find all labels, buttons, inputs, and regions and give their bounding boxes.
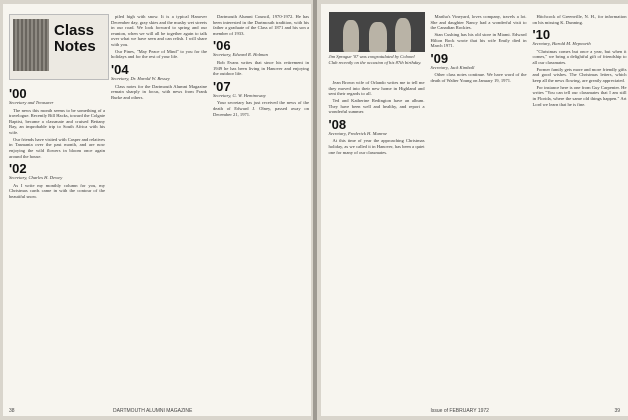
left-page [3, 4, 311, 416]
right-column-2 [431, 14, 527, 85]
note-paragraph: As I write my monthly column for you, my Christmas cards came in with the contour of the beautiful snow. [9, 182, 105, 199]
note-paragraph: Hitchcock of Greenville, N. H., for information on his missing K. Dunning. [532, 14, 627, 25]
note-paragraph: Our friends have visited with Casper and relatives in Tasmania over the past month, and are now enjoying the wild flowers in bloom once again around the house. [9, 136, 105, 159]
birthday-photo [329, 12, 425, 52]
secretary-line: Secretary, G. W. Heminoway [213, 92, 266, 98]
section-title: Class Notes [54, 22, 96, 55]
footer-magazine-name: DARTMOUTH ALUMNI MAGAZINE [113, 408, 193, 414]
note-paragraph: Stan Cushing has his old store in Miami. Edward Hilton Bock wrote that his wife Emily died in March 1971. [430, 31, 527, 49]
left-column-2 [111, 14, 207, 102]
secretary-line: Secretary, Dr. Harold W. Bessey [111, 75, 170, 81]
right-column-3 [533, 14, 627, 108]
class-year: '08 [328, 116, 347, 132]
class-year: '06 [213, 38, 231, 54]
secretary-line: Secretary, Frederick H. Munroe [328, 130, 388, 136]
note-paragraph: Bob Evans writes that since his retirement in 1949 he has been living in Hanover and enjoying the outdoor life. [213, 59, 309, 77]
class-year: '10 [532, 27, 551, 43]
note-paragraph: Class notes for the Dartmouth Alumni Magazine remain sharply in focus, with news from Frank Burke and others. [111, 83, 207, 100]
secretary-line: Secretary, Jack Kimball [430, 64, 475, 70]
class-year: '02 [9, 161, 27, 177]
right-page [321, 4, 628, 416]
note-paragraph: Dartmouth Alumni Council, 1970-1972. He has been interested in the Dartmouth tradition, with his father a graduate of the Class of 1871 and his son a member of 1933. [213, 14, 309, 36]
left-column-1 [9, 84, 105, 201]
note-paragraph: Other class notes continue. We have word of the death of Walter Young on January 19, 1971. [430, 72, 527, 83]
photo-caption: Jim Sprague '07 was congratulated by Colonel Club recently on the occasion of his 87th birthday. [328, 54, 422, 65]
note-paragraph: "Christmas comes but once a year, but when it comes," we bring a delightful gift of friendship to all our classmates. [532, 48, 627, 65]
note-paragraph: Our Pines, "May Peace of Mind" to you for the holidays and for the rest of your life. [111, 48, 207, 60]
footer-issue-date: Issue of FEBRUARY 1972 [430, 408, 489, 414]
secretary-line: Secretary, Charles H. Dewey [9, 175, 63, 181]
secretary-line: Secretary, Edward R. Holman [213, 52, 268, 58]
class-year: '04 [111, 61, 129, 77]
secretary-line: Secretary, Harold M. Hepworth [532, 41, 591, 47]
note-paragraph: piled high with snow. It is a typical Hanover December day, gray skies and the mushy wet streets in our road. We look forward to spring and our reunion, when we will all be together again to talk over what we have seen and can relish. I will share with you. [111, 14, 207, 47]
page-gutter [313, 0, 317, 420]
folio-right: 39 [614, 408, 620, 414]
secretary-line: Secretary and Treasurer [9, 100, 54, 105]
class-year: '09 [430, 50, 449, 66]
note-paragraph: Former family gets more and more friendly gifts and good wishes. The Christmas letters, which keep all the news flowing, are greatly appreciated. [532, 66, 627, 83]
note-paragraph: Jean Brown wife of Orlando writes me to tell me they moved into their new home in Highland and sent their regards to all. [328, 80, 425, 97]
right-column-1 [329, 80, 425, 156]
note-paragraph: Ted and Katherine Redington have an album. They have been well and healthy, and report a wonderful summer. [328, 97, 425, 115]
header-photo [13, 19, 49, 71]
folio-left: 38 [9, 408, 15, 414]
note-paragraph: Martha's Vineyard, loves company, travels a lot. She and daughter Nancy had a wonderful visit to the Canadian Rockies. [430, 14, 527, 31]
class-notes-header [9, 14, 109, 80]
left-column-3 [213, 14, 309, 118]
class-year: '07 [213, 78, 231, 94]
class-year: '00 [9, 86, 27, 101]
note-paragraph: At this time of year the approaching Christmas holiday, as we called it in Hanover, has been a quiet one for many of our classmates. [328, 138, 425, 155]
note-paragraph: For instance here is one from Guy Carpenter. He writes "You can tell our classmates that I am still in Florida, where the same old things happen." Art Lord we learn that he is fine. [532, 84, 627, 107]
note-paragraph: The news this month seems to be something of a travelogue. Recently Bill Hacks, toward the Colgate Baptist, became a classmate and cruised Bettany Bay, an improbable trip to South Africa with his wife. [9, 107, 105, 135]
note-paragraph: Your secretary has just received the news of the death of Edward J. Olney, passed away on December 21, 1971. [213, 100, 309, 117]
